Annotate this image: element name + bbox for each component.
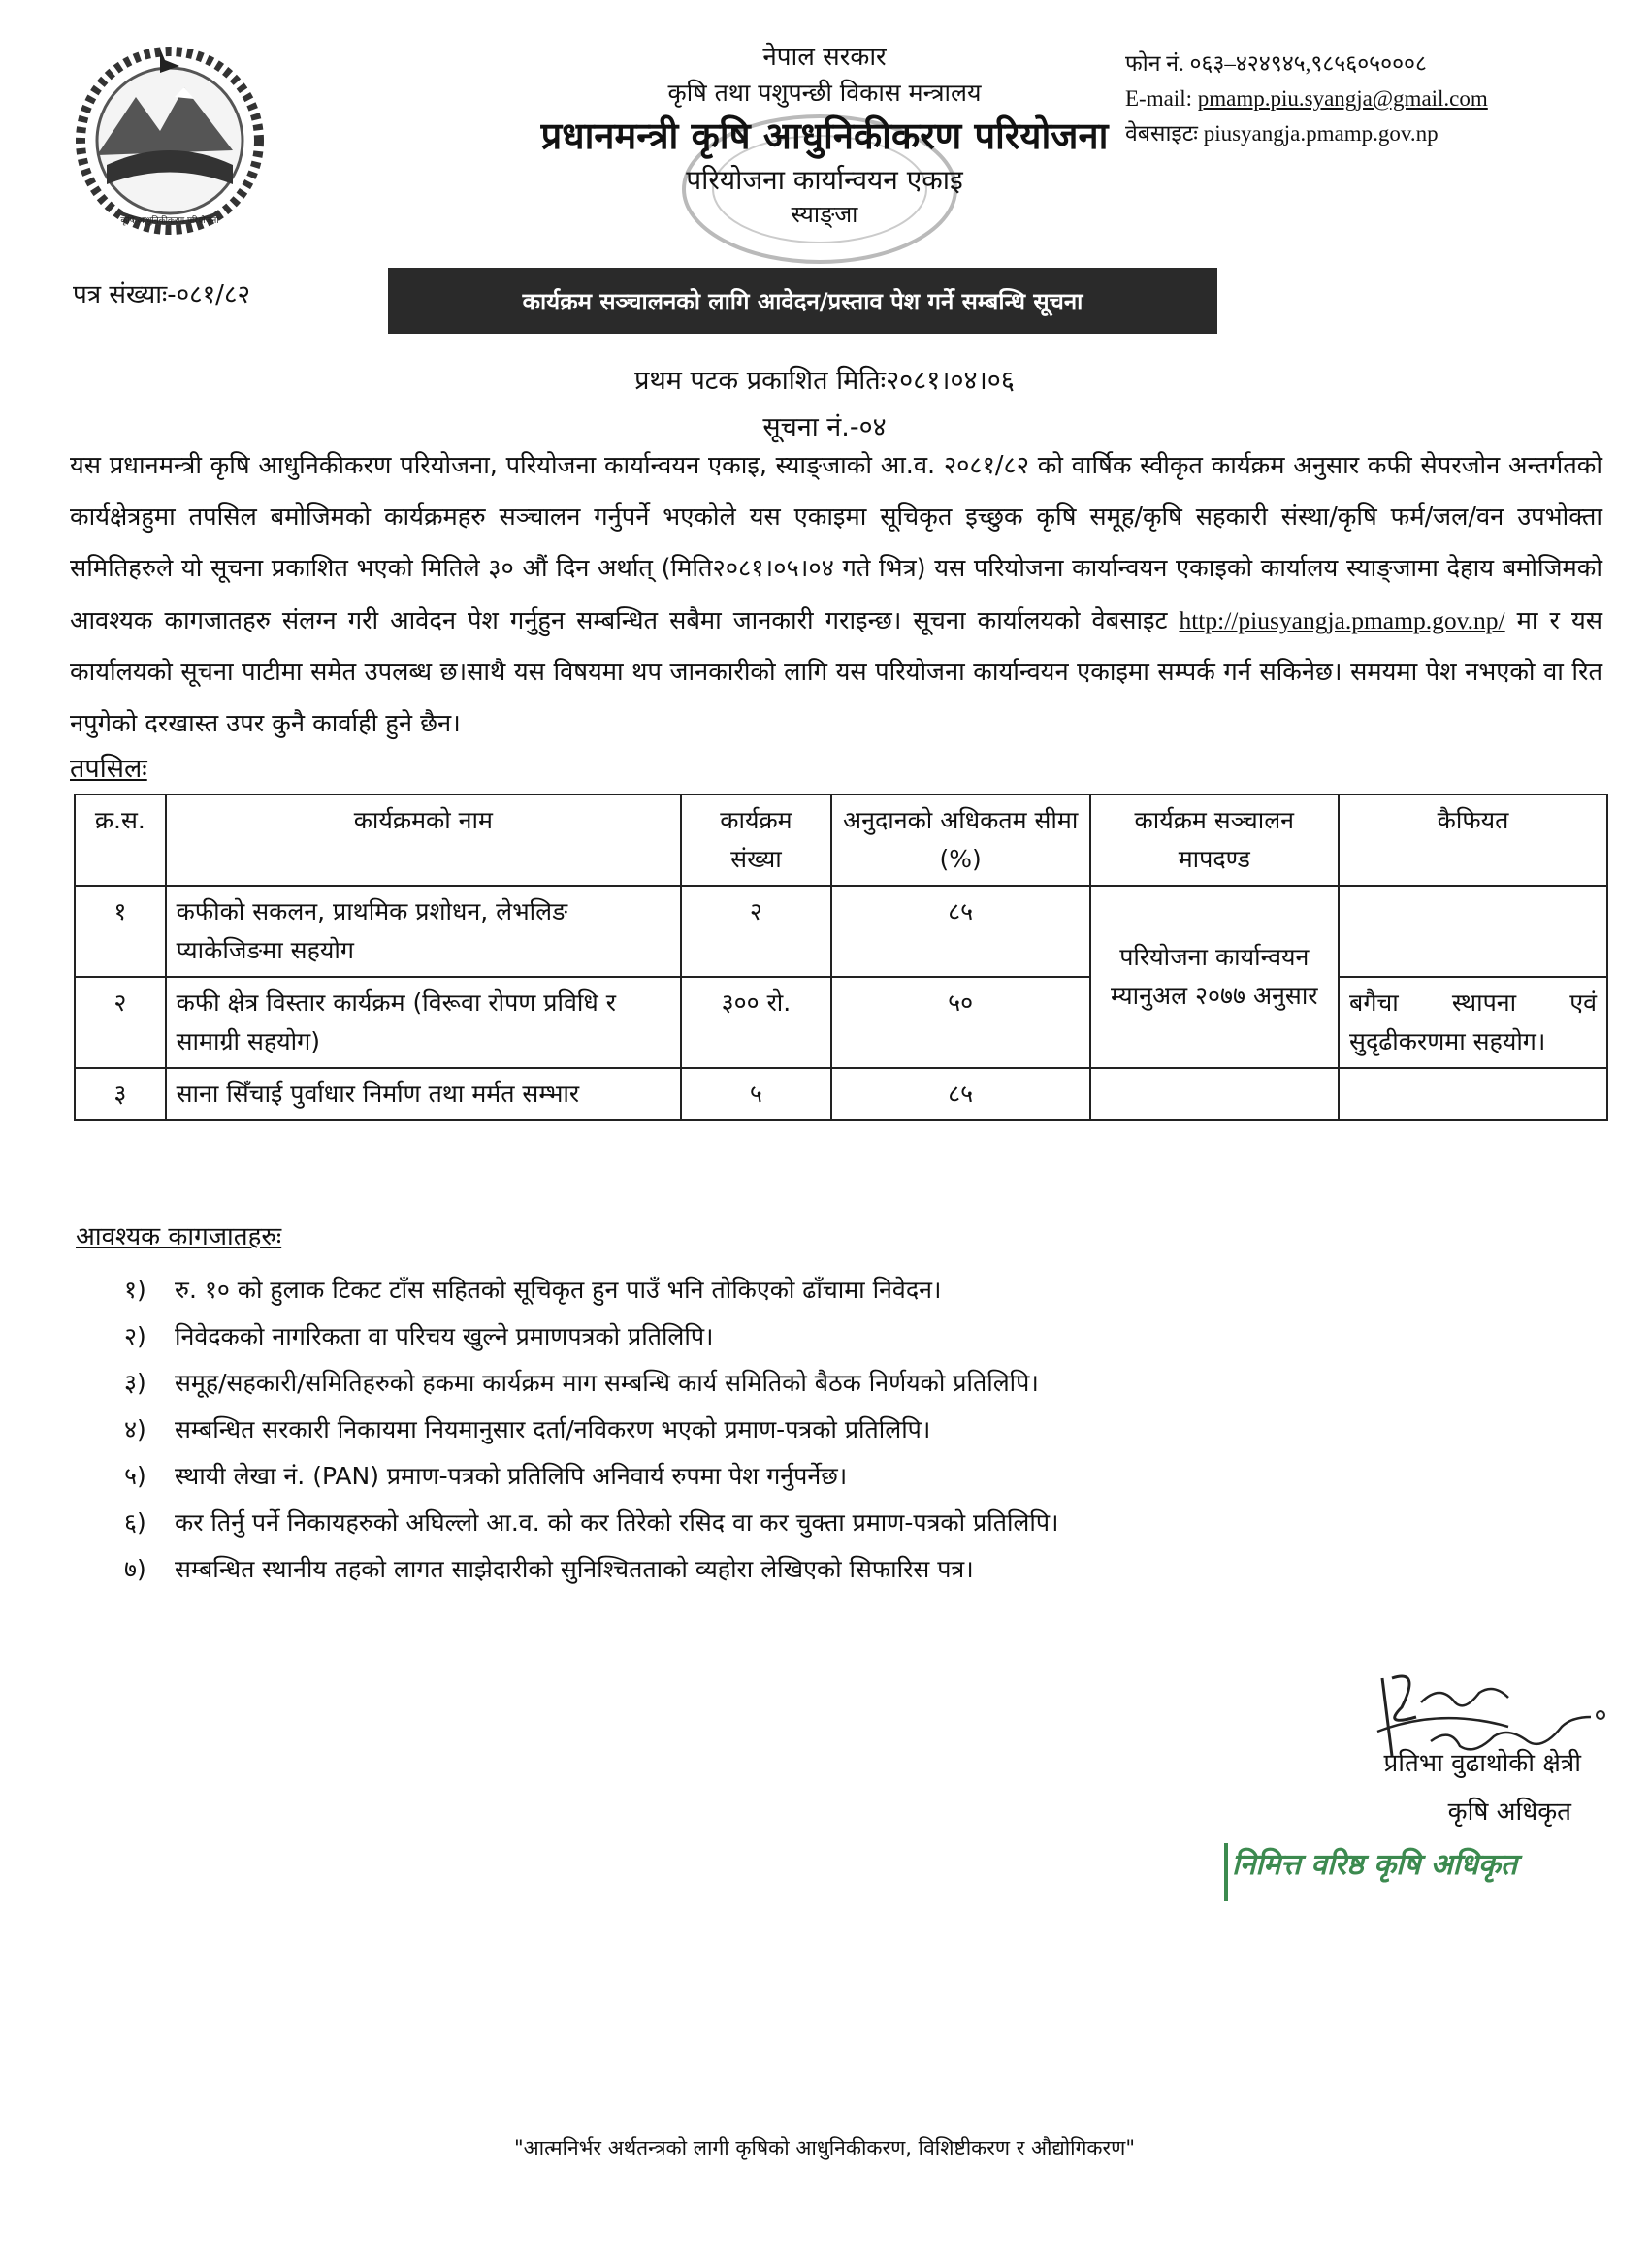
cell-count: ३०० रो. — [681, 977, 831, 1068]
required-documents-heading: आवश्यक कागजातहरुः — [76, 1222, 282, 1251]
item-number: ७) — [124, 1555, 146, 1583]
notice-title: कार्यक्रम सञ्चालनको लागि आवेदन/प्रस्ताव पेश गर्ने सम्बन्धि सूचना — [522, 287, 1083, 315]
cell-remarks — [1339, 886, 1607, 977]
col-name: कार्यक्रमको नाम — [166, 794, 681, 886]
item-text: रु. १० को हुलाक टिकट टाँस सहितको सूचिकृत हुन पाउँ भनि तोकिएको ढाँचामा निवेदन। — [175, 1276, 942, 1304]
reference-number: पत्र संख्याः-०८१/८२ — [73, 280, 250, 309]
item-text: कर तिर्नु पर्ने निकायहरुको अघिल्लो आ.व. को कर तिरेको रसिद वा कर चुक्ता प्रमाण-पत्रको प्रतिलिपि। — [175, 1508, 1059, 1537]
program-table — [74, 794, 1608, 1121]
item-number: ५) — [124, 1462, 146, 1490]
stamp-bar — [1224, 1843, 1228, 1901]
cell-sn: १ — [75, 886, 166, 977]
col-percent: अनुदानको अधिकतम सीमा (%) — [831, 794, 1090, 886]
unit-location: स्याङ्जा — [791, 201, 858, 228]
project-name: प्रधानमन्त्री कृषि आधुनिकीकरण परियोजना — [540, 114, 1109, 157]
item-number: ४) — [124, 1415, 146, 1443]
contact-block — [1125, 47, 1630, 151]
govt-name: नेपाल सरकार — [762, 43, 887, 72]
list-item — [124, 1500, 1579, 1546]
item-text: सम्बन्धित स्थानीय तहको लागत साझेदारीको सुनिश्चितताको व्यहोरा लेखिएको सिफारिस पत्र। — [175, 1555, 974, 1583]
cell-criteria — [1090, 1068, 1340, 1120]
cell-name: साना सिँचाई पुर्वाधार निर्माण तथा मर्मत सम्भार — [166, 1068, 681, 1120]
letterhead — [485, 39, 1164, 229]
item-number: २) — [124, 1322, 146, 1350]
unit-name: परियोजना कार्यान्वयन एकाइ — [686, 164, 963, 196]
body-text-2: मा र यस कार्यालयको सूचना पाटीमा समेत उपलब्ध छ।साथै यस विषयमा थप जानकारीको लागि यस परियोजना कार्यान्वयन एकाइमा सम्पर्क गर्न सकिनेछ। समयमा पेश नभएको वा रित नपुगेको दरखास्त उपर कुनै कार्वाही हुने छैन। — [70, 606, 1602, 738]
body-text-1: यस प्रधानमन्त्री कृषि आधुनिकीकरण परियोजना, परियोजना कार्यान्वयन एकाइ, स्याङ्जाको आ.व. २०८१/८२ को वार्षिक स्वीकृत कार्यक्रम अनुसार कफी सेपरजोन अन्तर्गतको कार्यक्षेत्रहुमा तपसिल बमोजिमको कार्यक्रमहरु सञ्चालन गर्नुपर्ने भएकोले यस एकाइमा सूचिकृत इच्छुक कृषि समूह/कृषि सहकारी संस्था/कृषि फर्म/जल/वन उपभोक्ता समितिहरुले यो सूचना प्रकाशित भएको मितिले ३० औं दिन अर्थात् (मिति२०८१।०५।०४ गते भित्र) यस परियोजना कार्यान्वयन एकाइको कार्यालय स्याङ्जामा देहाय बमोजिमको आवश्यक कागजातहरु संलग्न गरी आवेदन पेश गर्नुहुन सम्बन्धित सबैमा जानकारी गराइन्छ। सूचना कार्यालयको वेबसाइट — [70, 451, 1602, 635]
required-documents-list — [124, 1267, 1579, 1593]
cell-remarks: बगैचा स्थापना एवं सुदृढीकरणमा सहयोग। — [1339, 977, 1607, 1068]
table-row — [75, 977, 1607, 1068]
nepal-emblem-icon — [68, 39, 272, 238]
cell-sn: २ — [75, 977, 166, 1068]
notice-body — [70, 440, 1602, 750]
item-number: १) — [124, 1276, 146, 1304]
notice-number: सूचना नं.-०४ — [762, 412, 887, 442]
list-item — [124, 1313, 1579, 1360]
item-text: सम्बन्धित सरकारी निकायमा नियमानुसार दर्ता/नविकरण भएको प्रमाण-पत्रको प्रतिलिपि। — [175, 1415, 931, 1443]
list-item — [124, 1453, 1579, 1500]
item-text: समूह/सहकारी/समितिहरुको हकमा कार्यक्रम माग सम्बन्धि कार्य समितिको बैठक निर्णयको प्रतिलिपि। — [175, 1369, 1039, 1397]
list-item — [124, 1407, 1579, 1453]
email-line — [1125, 81, 1630, 116]
col-count: कार्यक्रम संख्या — [681, 794, 831, 886]
email-link[interactable]: pmamp.piu.syangja@gmail.com — [1197, 86, 1488, 111]
notice-title-banner — [388, 268, 1217, 334]
cell-percent: ८५ — [831, 886, 1090, 977]
phone-number: फोन नं. ०६३–४२४९४५,९८५६०५०००८ — [1125, 51, 1427, 76]
signatory-name: प्रतिभा वुढाथोकी क्षेत्री — [1383, 1749, 1581, 1778]
col-criteria: कार्यक्रम सञ्चालन मापदण्ड — [1090, 794, 1340, 886]
cell-percent: ५० — [831, 977, 1090, 1068]
cell-count: २ — [681, 886, 831, 977]
cell-name: कफी क्षेत्र विस्तार कार्यक्रम (विरूवा रोपण प्रविधि र सामाग्री सहयोग) — [166, 977, 681, 1068]
cell-sn: ३ — [75, 1068, 166, 1120]
website-link[interactable]: http://piusyangja.pmamp.gov.np/ — [1179, 606, 1505, 634]
item-number: ६) — [124, 1508, 146, 1537]
col-remarks: कैफियत — [1339, 794, 1607, 886]
publication-date: प्रथम पटक प्रकाशित मितिः२०८१।०४।०६ — [634, 366, 1015, 396]
ministry-name: कृषि तथा पशुपन्छी विकास मन्त्रालय — [667, 79, 982, 107]
footer-slogan: "आत्मनिर्भर अर्थतन्त्रको लागी कृषिको आधुनिकीकरण, विशिष्टीकरण र औद्योगिकरण" — [514, 2136, 1135, 2159]
cell-percent: ८५ — [831, 1068, 1090, 1120]
cell-count: ५ — [681, 1068, 831, 1120]
table-header-row — [75, 794, 1607, 886]
table-row — [75, 1068, 1607, 1120]
item-number: ३) — [124, 1369, 146, 1397]
list-item — [124, 1546, 1579, 1593]
svg-text:कृषि आधुनिकीकरण परियोजना: कृषि आधुनिकीकरण परियोजना — [120, 216, 219, 226]
website-line: वेबसाइटः piusyangja.pmamp.gov.np — [1125, 121, 1439, 146]
table-row — [75, 886, 1607, 977]
item-text: स्थायी लेखा नं. (PAN) प्रमाण-पत्रको प्रतिलिपि अनिवार्य रुपमा पेश गर्नुपर्नेछ। — [175, 1462, 848, 1490]
cell-remarks — [1339, 1068, 1607, 1120]
email-label: E-mail: — [1125, 86, 1192, 111]
list-item — [124, 1267, 1579, 1313]
col-sn: क्र.स. — [75, 794, 166, 886]
item-text: निवेदकको नागरिकता वा परिचय खुल्ने प्रमाणपत्रको प्रतिलिपि। — [175, 1322, 714, 1350]
signatory-title: कृषि अधिकृत — [1447, 1798, 1571, 1827]
list-item — [124, 1360, 1579, 1407]
cell-name: कफीको सकलन, प्राथमिक प्रशोधन, लेभलिङ प्याकेजिङमा सहयोग — [166, 886, 681, 977]
officer-stamp: निमित्त वरिष्ठ कृषि अधिकृत — [1232, 1848, 1518, 1882]
details-label: तपसिलः — [70, 754, 147, 784]
cell-criteria: परियोजना कार्यान्वयन म्यानुअल २०७७ अनुसार — [1090, 886, 1340, 1068]
